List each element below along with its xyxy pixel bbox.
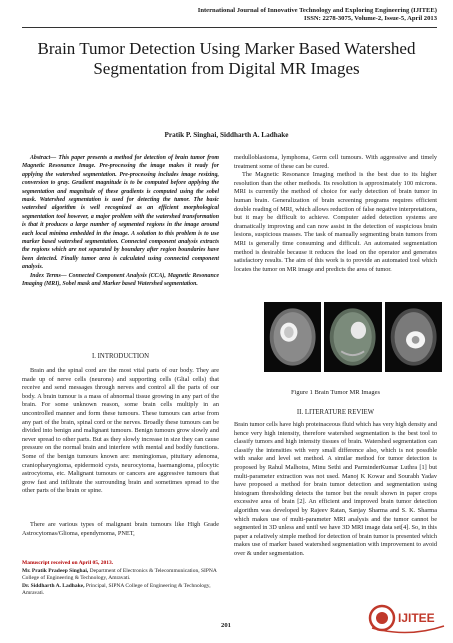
index-terms-text: Connected Component Analysis (CCA), Magnetic Resonance Imaging (MRI), Sobel mask and Marker based Watershed segmentation. [22, 272, 219, 288]
journal-logo [368, 598, 446, 638]
author2-note [22, 583, 219, 598]
author1-affiliation: Department of Electronics & Telecommunication, SIPNA College of Engineering & Technology, Amravati. [22, 567, 217, 582]
literature-review-paragraph: Brain tumor cells have high proteinaceous fluid which has very high density and hence very high intensity, therefore watershed segmentation is the best tool to classify tumors and high intensity tissues of brain. Watershed segmentation can classify the intensities with very small difference also, which is not possible with snake and level set method. A similar method for tumor detection is proposed by Rahul Malhotra, Minu Sethi and ParminderKumar Luthra [1] but multi-parameter extraction was not used. Manoj K Kowar and Sourabh Yadav have proposed a method for brain tumor detection and segmentation using histogram thresholding detects the tumor but the result shown in paper crops excessive area of brain [2]. An efficient and improved brain tumor detection algorithm was developed by Rajeev Ratan, Sanjay Sharma and S. K. Sharma which makes use of multi-parameter MRI analysis and the tumor cannot be segmented in 3D unless and until we have 3D MRI image data set[4]. So, in this paper a relatively simple method for detection of brain tumor is presented which makes use of marker based watershed segmentation with improvement to avoid over & under segmentation. [234, 421, 437, 557]
right-paragraph-2: The Magnetic Resonance Imaging method is the best due to its higher resolution than the other methods. Its resolution is approximately 100 microns. MRI is currently the method of choice for early detection of brain tumor in human brain. Generalization of brain screening programs requires efficient double reading of MRI, which allows reduction of false negative interpretations, but it may be difficult to achieve. Computer aided detection systems are dramatically improving and can now assist in the detection of suspicious brain lesions, suspicious masses. The task of manually segmenting brain tumors from MRI is generally time consuming and difficult. An automated segmentation method is desirable because it reduces the load on the operator and generates satisfactory results. The aim of this work is to provide an automated tool which locates the tumor on MR image and predicts the area of tumor. [234, 171, 437, 273]
mri-image-2 [324, 302, 381, 372]
footnotes [22, 560, 219, 598]
introduction-body-2 [22, 521, 219, 538]
introduction-paragraph-2: There are various types of malignant brain tumours like High Grade Astrocytomas/Glioma, ependymoma, PNET, [22, 521, 219, 537]
mri-image-1 [264, 302, 321, 372]
literature-review-body [234, 421, 437, 559]
journal-header [137, 7, 437, 23]
section-heading-literature-review: II. LITERATURE REVIEW [296, 409, 375, 416]
journal-name: International Journal of Innovative Technology and Exploring Engineering (IJITEE) [197, 7, 437, 14]
abstract-paragraph [22, 154, 219, 272]
abstract-block [22, 154, 219, 289]
header-rule [22, 27, 437, 28]
figure-caption: Figure 1 Brain Tumor MR Images [290, 389, 381, 396]
author2-name: Dr. Siddharth A. Ladhake, [22, 582, 85, 589]
mri-image-3 [385, 302, 442, 372]
abstract-text: This paper presents a method for detection of brain tumor from Magnetic Resonance Image. Pre-processing the image makes it ready for applying the watershed segmentation. Pre-processing includes image resizing, conversion to gray. Gradient magnitude is to be computed before applying the segmentation and magnitude of these gradients is computed using the sobel mask. Watershed segmentation is used for detecting the tumor. The basic watershed algorithm is well recognized as an efficient morphological segmentation tool however, a major problem with the watershed transformation is that it produces a large number of segmented regions in the image around each local minima embedded in the image. A solution to this problem is to use marker based watershed segmentation. Connected component analysis extracts the regions which are not separated by boundary after region boundaries have been detected. Finally tumor area is calculated using connected component analysis. [22, 155, 219, 271]
svg-text:IJITEE: IJITEE [398, 611, 435, 625]
paper-authors: Pratik P. Singhai, Siddharth A. Ladhake [164, 131, 289, 139]
index-terms-paragraph [22, 272, 219, 289]
author1-note [22, 568, 219, 583]
abstract-label: Abstract— [30, 155, 57, 161]
right-paragraph-1: medulloblastoma, lymphoma, Germ cell tumours. With aggressive and timely treatment some of these can be cured. [234, 154, 437, 170]
paper-title: Brain Tumor Detection Using Marker Based Watershed Segmentation from Digital MR Images [37, 39, 416, 78]
manuscript-received: Manuscript received on April 05, 2013. [22, 560, 114, 566]
section-heading-introduction: I. INTRODUCTION [91, 353, 149, 360]
page-number: 201 [221, 622, 231, 629]
index-terms-label: Index Terms— [30, 272, 67, 279]
right-column-top [234, 154, 437, 274]
mri-figure [264, 302, 442, 382]
introduction-body [22, 367, 219, 496]
journal-issn: ISSN: 2278-3075, Volume-2, Issue-5, April 2013 [304, 15, 437, 22]
author1-name: Mr. Pratik Pradeep Singhai, [22, 567, 89, 574]
introduction-paragraph-1: Brain and the spinal cord are the most vital parts of our body. They are made up of nerve cells (neurons) and supporting cells (Glial cells) that receive and send messages through nerves and control all the parts of our body. A brain tumour is a mass of abnormal tissue growing in any part of the brain. For some unknown reason, some brain cells multiply in an uncontrolled manner and form these tumours. These tumours can arise from any part of the brain, spinal cord or the nerves. Broadly these tumours can be divided into benign and malignant tumours. Benign tumours grow slowly and never spread to other parts. But as they slowly increase in size they can cause pressure on the normal brain and interfere with mental and bodily functions. Some of the benign tumours known are: meningiomas, pituitary adenoma, craniopharyngioma, epidermoid cysts, neurocytoma, haemangioma, pilocytic astrocytoma, etc. Malignant tumours or cancers are aggressive tumours that grow fast and infiltrate the surrounding brain and sometimes spread to the other parts of the brain or spine. [22, 367, 219, 495]
author2-affiliation: Principal, SIPNA College of Engineering & Technology, Amravati. [22, 582, 211, 597]
